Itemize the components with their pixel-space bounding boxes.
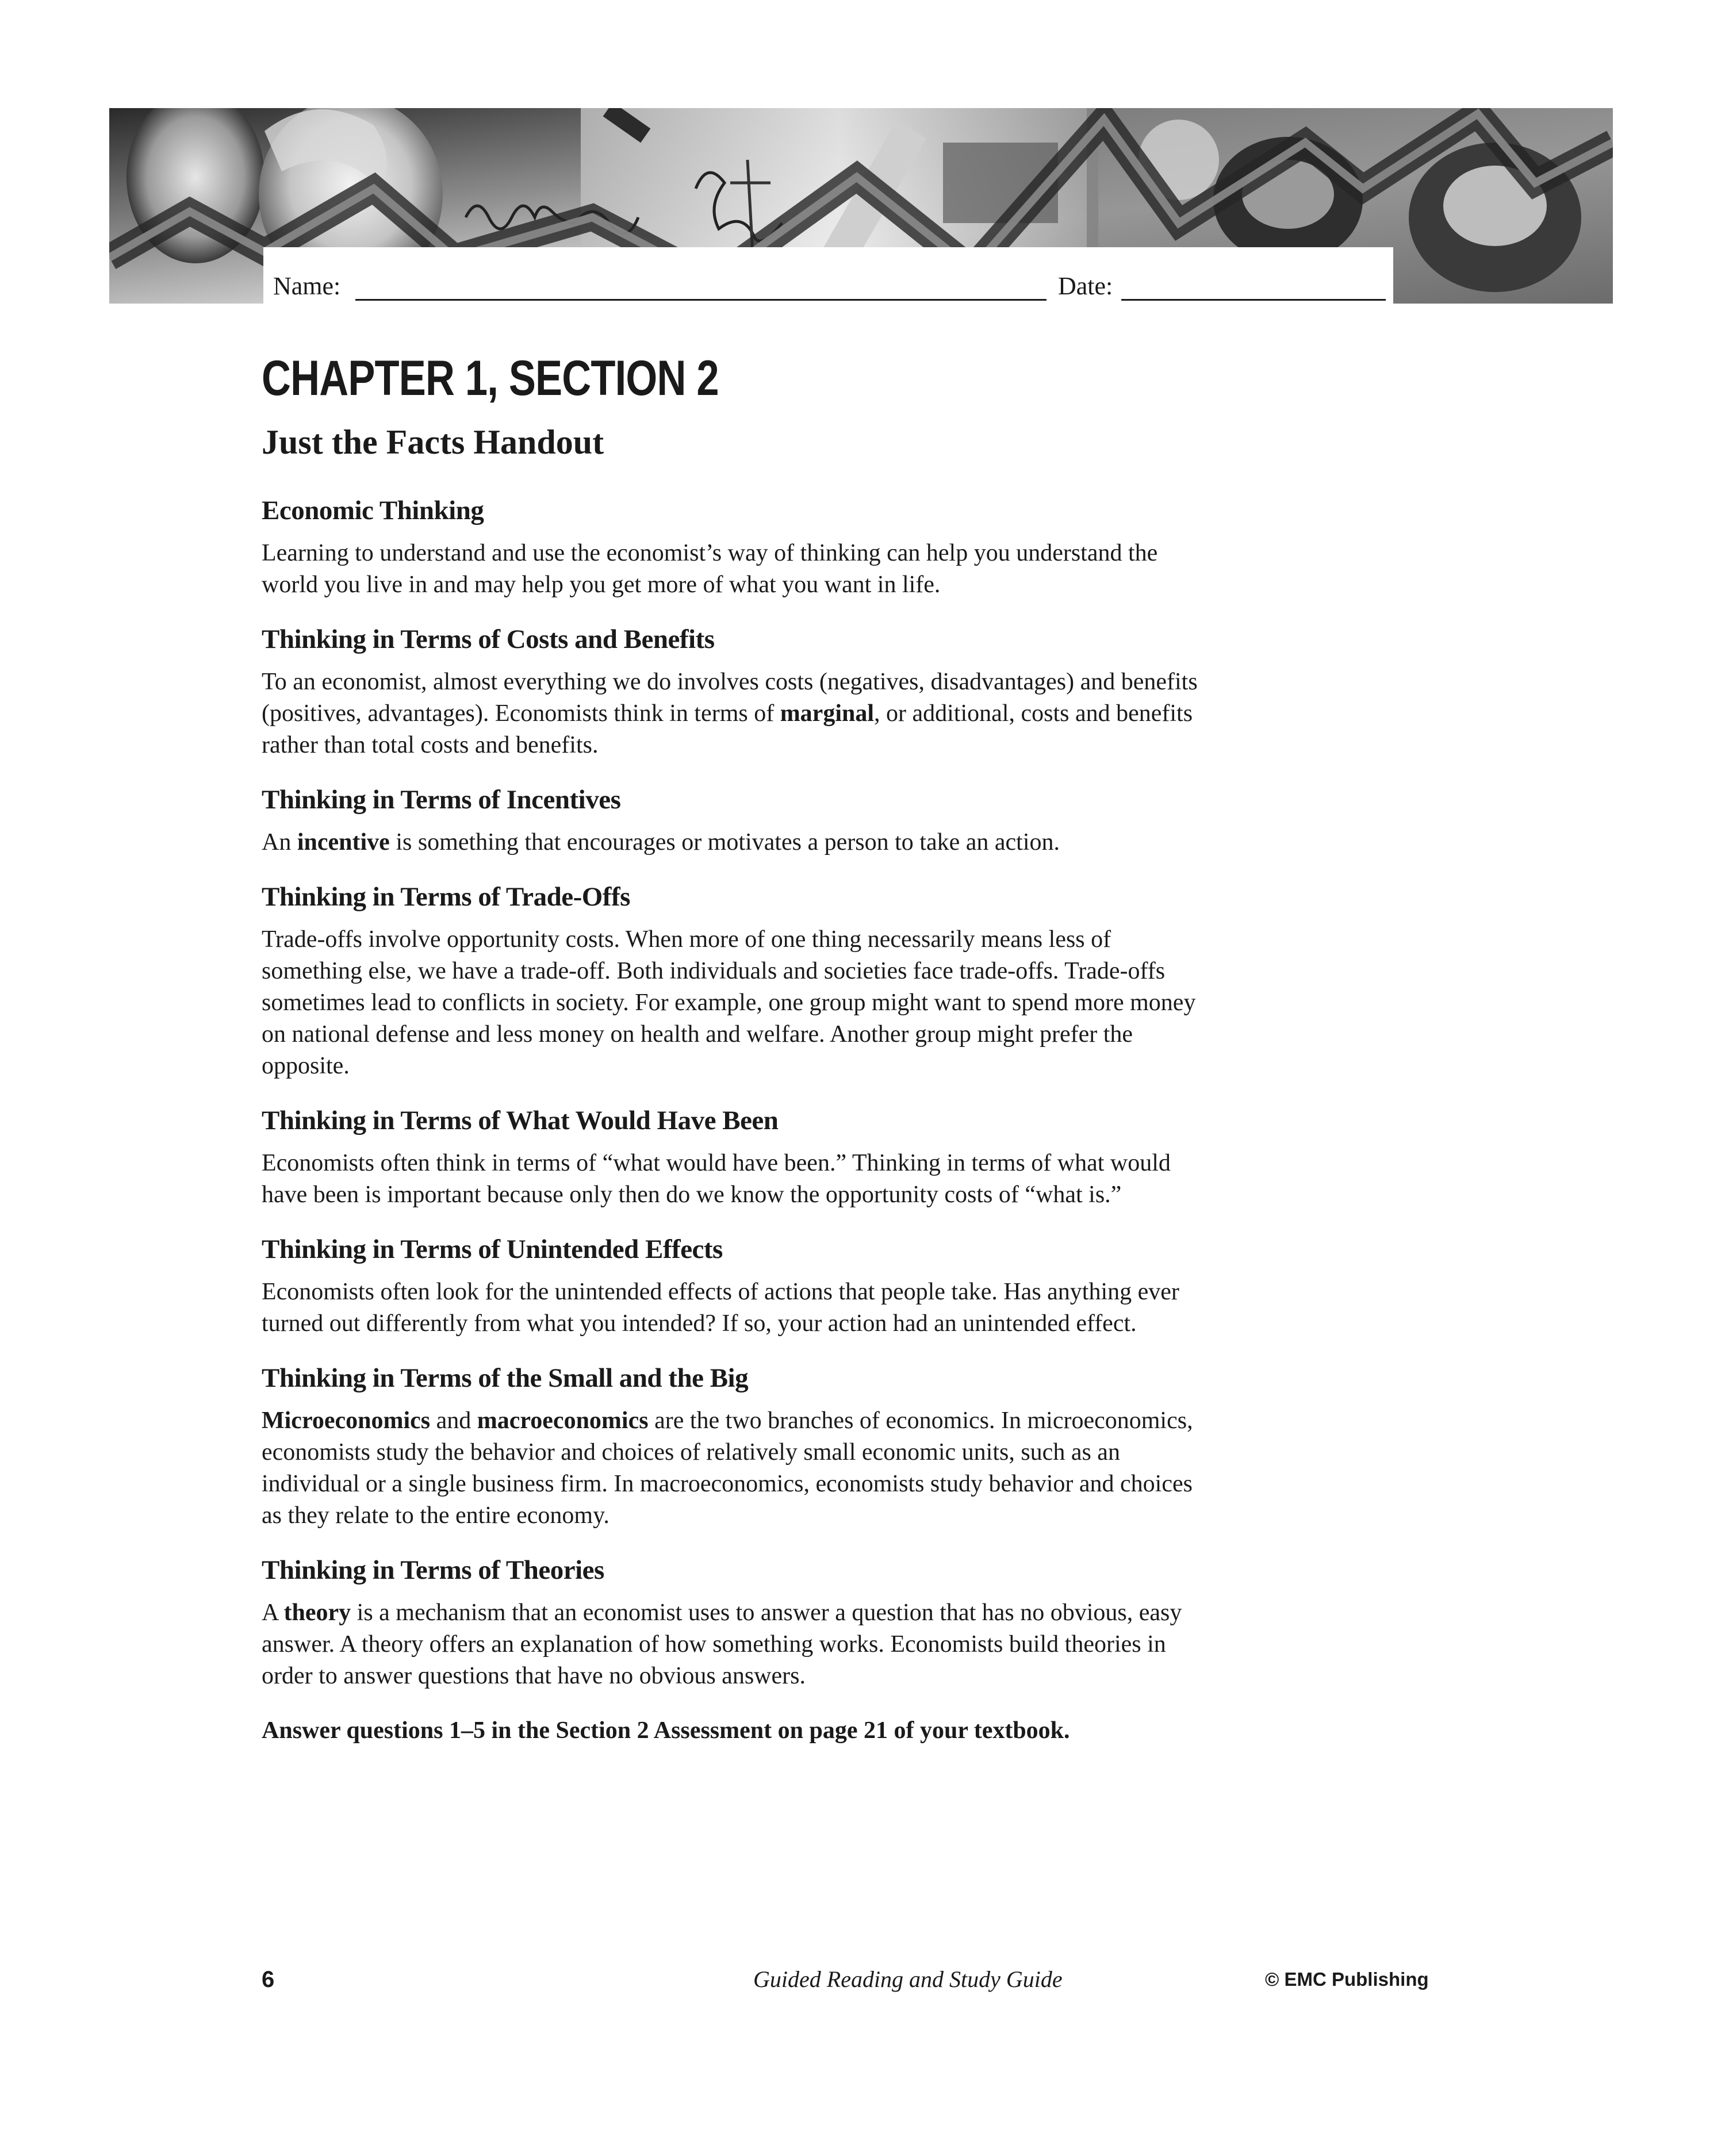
section-body <box>262 538 1199 601</box>
section-body <box>262 827 1199 858</box>
section-heading: Thinking in Terms of the Small and the Big <box>262 1363 749 1394</box>
section-body <box>262 1148 1199 1211</box>
section <box>262 495 1199 601</box>
date-label: Date: <box>1058 272 1113 300</box>
name-field[interactable] <box>355 299 1046 301</box>
date-field[interactable] <box>1121 299 1386 301</box>
chapter-title: CHAPTER 1, SECTION 2 <box>262 351 719 406</box>
key-term: Microeconomics <box>262 1407 431 1434</box>
section <box>262 784 1199 858</box>
handout-content <box>262 351 1199 1747</box>
section-body <box>262 1597 1199 1692</box>
section <box>262 1234 1199 1340</box>
body-text: Trade-offs involve opportunity costs. When more of one thing necessarily means less of something else, we have a trade-off. Both individuals and societies face trade-offs. Trade-offs sometimes lead to conflicts in society. For example, one group might want to spend more money on national defense and less money on health and welfare. Another group might prefer the opposite. <box>262 926 1196 1080</box>
guide-title: Guided Reading and Study Guide <box>753 1966 1063 1992</box>
section-heading: Thinking in Terms of Costs and Benefits <box>262 624 715 655</box>
name-date-bar <box>263 247 1393 304</box>
body-text: To an economist, almost everything we do involves costs (negatives, disadvantages) and benefits (positives, advantages). Economists think in terms of <box>262 669 1198 727</box>
section <box>262 881 1199 1082</box>
section-body <box>262 666 1199 761</box>
key-term: theory <box>283 1599 351 1626</box>
body-text: is a mechanism that an economist uses to answer a question that has no obvious, easy answer. A theory offers an explanation of how something works. Economists build theories in order to answer questions that have no obvious answers. <box>262 1599 1182 1690</box>
body-text: A <box>262 1599 284 1626</box>
body-text: are the two branches of economics. In microeconomics, economists study the behavior and choices of relatively small economic units, such as an individual or a single business firm. In macroeconomics, economists study behavior and choices as they relate to the entire economy. <box>262 1407 1193 1529</box>
section <box>262 624 1199 761</box>
body-text: An <box>262 829 297 856</box>
body-text: Economists often think in terms of “what would have been.” Thinking in terms of what would have been is important because only then do we know the opportunity costs of “what is.” <box>262 1150 1171 1209</box>
key-term: incentive <box>297 829 390 856</box>
section-body <box>262 924 1199 1082</box>
key-term: macroeconomics <box>477 1407 649 1434</box>
section <box>262 1363 1199 1532</box>
body-text: , or additional, costs and benefits rather than total costs and benefits. <box>262 700 1193 759</box>
page-number: 6 <box>262 1967 275 1992</box>
body-text: and <box>430 1407 477 1434</box>
copyright: © EMC Publishing <box>1265 1969 1429 1990</box>
section-heading: Thinking in Terms of Theories <box>262 1555 604 1586</box>
name-label: Name: <box>273 272 341 300</box>
body-text: is something that encourages or motivates a person to take an action. <box>389 829 1060 856</box>
section-heading: Economic Thinking <box>262 496 484 525</box>
section-heading: Thinking in Terms of Incentives <box>262 785 621 815</box>
section <box>262 1555 1199 1692</box>
section-heading: Thinking in Terms of What Would Have Been <box>262 1106 779 1136</box>
assignment-instruction: Answer questions 1–5 in the Section 2 Assessment on page 21 of your textbook. <box>262 1717 1070 1744</box>
section-body <box>262 1276 1199 1340</box>
key-term: marginal <box>780 700 875 727</box>
body-text: Economists often look for the unintended effects of actions that people take. Has anything ever turned out differently from what you intended? If so, your action had an unintended effect. <box>262 1279 1179 1337</box>
section <box>262 1105 1199 1211</box>
section-heading: Thinking in Terms of Trade-Offs <box>262 882 630 912</box>
sections-list <box>262 495 1199 1692</box>
body-text: Learning to understand and use the economist’s way of thinking can help you understand the world you live in and may help you get more of what you want in life. <box>262 540 1158 599</box>
section-body <box>262 1405 1199 1532</box>
handout-title: Just the Facts Handout <box>262 423 604 461</box>
section-heading: Thinking in Terms of Unintended Effects <box>262 1234 723 1265</box>
